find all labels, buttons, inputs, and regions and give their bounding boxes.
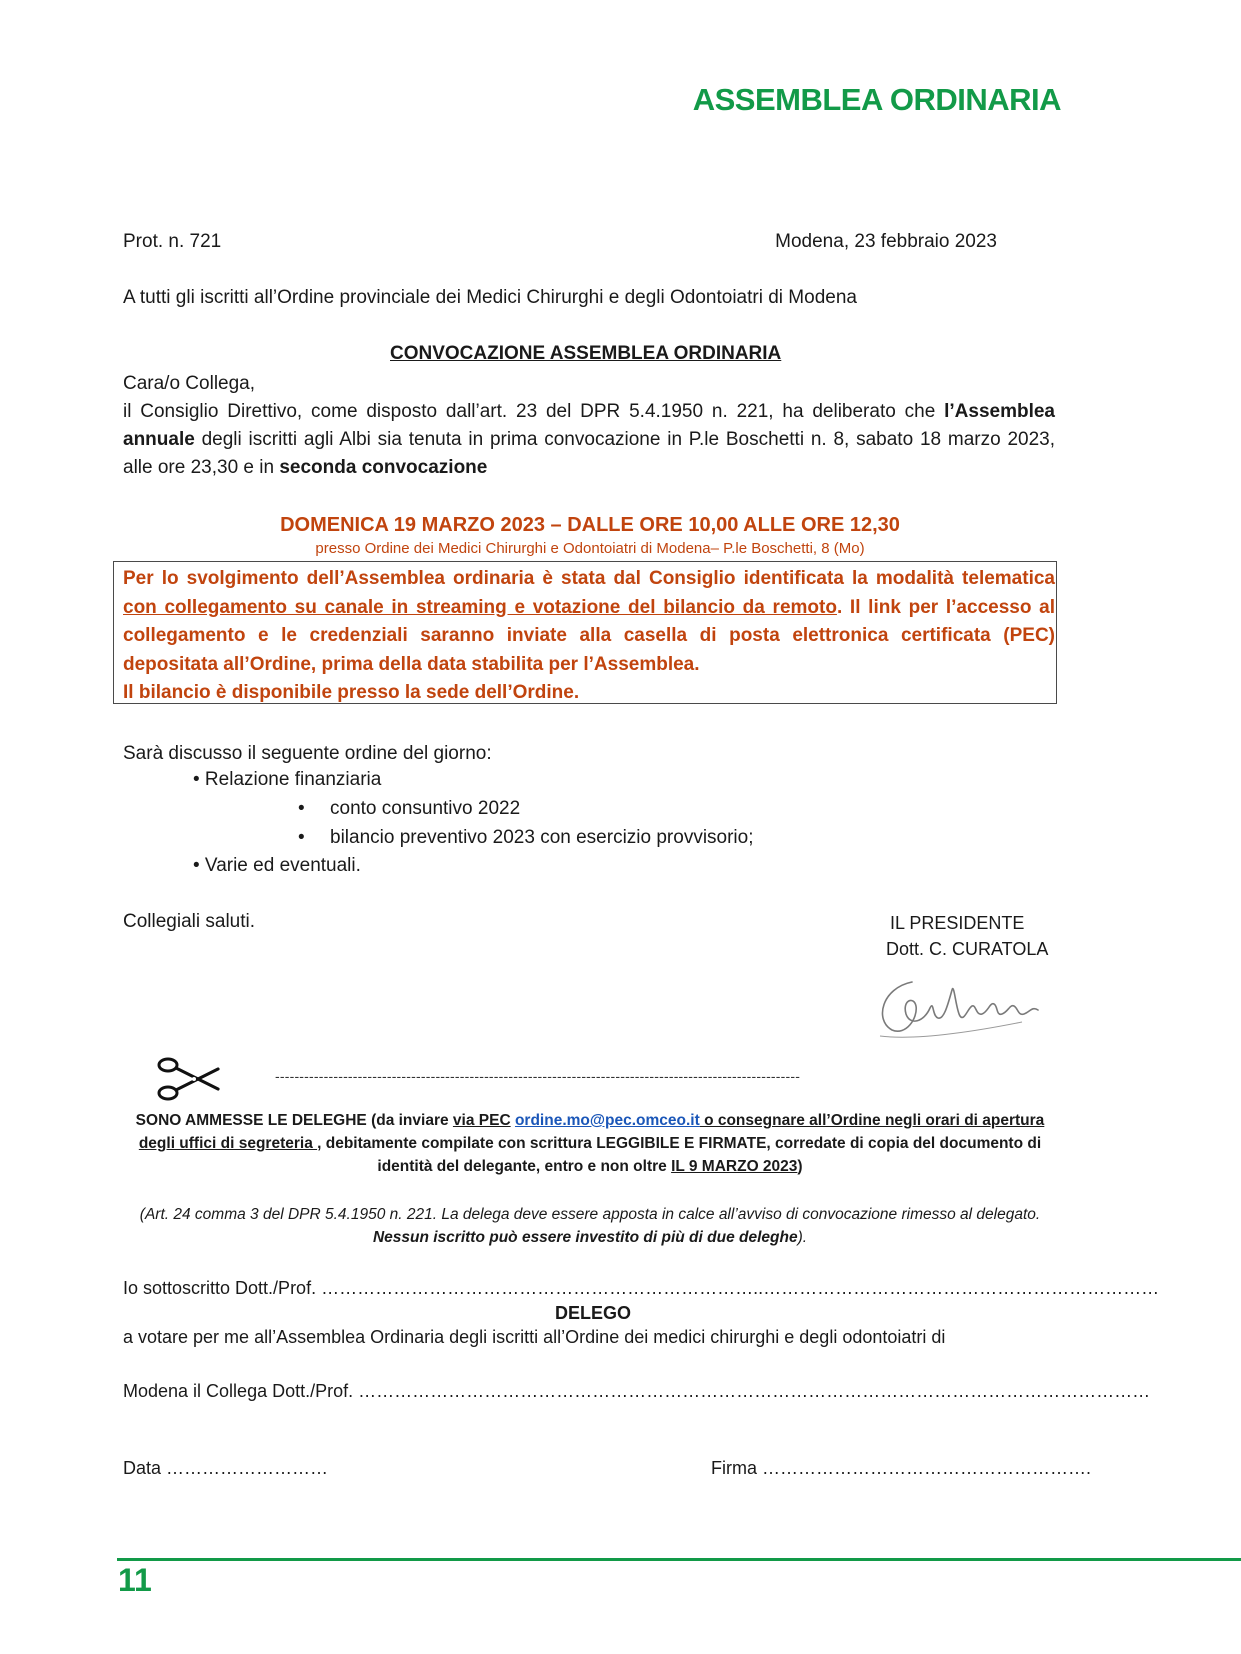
body-paragraph: il Consiglio Direttivo, come disposto dall’art. 23 del DPR 5.4.1950 n. 221, ha deliberato che l’Assemblea annuale degli iscritti agli Albi sia tenuta in prima convocazione in P.le Boschetti n. 8, sabato 18 marzo 2023, alle ore 23,30 e in seconda convocazione [123,401,1055,478]
delego-heading: DELEGO [555,1303,632,1323]
date-place: Modena, 23 febbraio 2023 [775,231,997,252]
greeting: Cara/o Collega, [123,373,256,394]
form-date-field: Data ……………………… [123,1458,329,1478]
signer-role: IL PRESIDENTE [890,913,1025,933]
agenda-subitem: • bilancio preventivo 2023 con esercizio provvisorio; [298,825,754,851]
meeting-headline: DOMENICA 19 MARZO 2023 – DALLE ORE 10,00 ALLE ORE 12,30 [280,514,900,536]
closing: Collegiali saluti. [123,911,256,932]
page-title: ASSEMBLEA ORDINARIA [692,82,1061,117]
pec-email-link[interactable]: ordine.mo@pec.omceo.it [514,1112,700,1129]
subject-heading: CONVOCAZIONE ASSEMBLEA ORDINARIA [390,343,782,364]
bullet-icon: • [298,827,305,848]
delegation-notice: SONO AMMESSE LE DELEGHE (da inviare via PEC ordine.mo@pec.omceo.it o consegnare all’Ordine negli orari di apertura degli uffici di segreteria , debitamente compilate con scrittura LEGGIBILE E FIRMATE, corredate di copia del documento di identità del delegante, entro e non oltre IL 9 MARZO 2023) [135,1112,1045,1175]
cut-line: ------------------------------------------------------------------------------------------------------------ [275,1068,801,1084]
protocol-number: Prot. n. 721 [123,231,222,252]
agenda-item: • Varie ed eventuali. [193,855,361,876]
form-undersigned-line: Io sottoscritto Dott./Prof. ………………………………………………………………..………………………………………………………… [123,1278,1160,1298]
notice-text: Per lo svolgimento dell’Assemblea ordinaria è stata dal Consiglio identificata la modalità telematica con collegamento su canale in streaming e votazione del bilancio da remoto. Il link per l’accesso al collegamento e le credenziali saranno inviate alla casella di posta elettronica certificata (PEC) depositata all’Ordine, prima della data stabilita per l’Assemblea. Il bilancio è disponibile presso la sede dell’Ordine. [123,568,1055,703]
agenda-item: • Relazione finanziaria [193,769,382,790]
form-vote-line: a votare per me all’Assemblea Ordinaria degli iscritti all’Ordine dei medici chirurghi e degli odontoiatri di [123,1327,946,1347]
agenda-intro: Sarà discusso il seguente ordine del giorno: [123,743,492,764]
bullet-icon: • [298,798,305,819]
addressee: A tutti gli iscritti all’Ordine provinciale dei Medici Chirurghi e degli Odontoiatri di Modena [123,287,857,308]
form-colleague-line: Modena il Collega Dott./Prof. …………………………………………………………………………………………………………………… [123,1381,1151,1401]
page-number: 11 [118,1562,152,1598]
scissors-icon [156,1055,222,1103]
form-signature-field: Firma ………………………………………………. [711,1458,1091,1478]
signature-icon [872,960,1052,1046]
footer-rule [117,1558,1241,1561]
agenda-subitem: • conto consuntivo 2022 [298,796,520,822]
legal-note: (Art. 24 comma 3 del DPR 5.4.1950 n. 221. La delega deve essere apposta in calce all’avviso di convocazione rimesso al delegato. Nessun iscritto può essere investito di più di due deleghe). [139,1206,1041,1246]
meeting-location: presso Ordine dei Medici Chirurghi e Odontoiatri di Modena– P.le Boschetti, 8 (Mo) [315,540,865,557]
signer-name: Dott. C. CURATOLA [886,939,1049,959]
